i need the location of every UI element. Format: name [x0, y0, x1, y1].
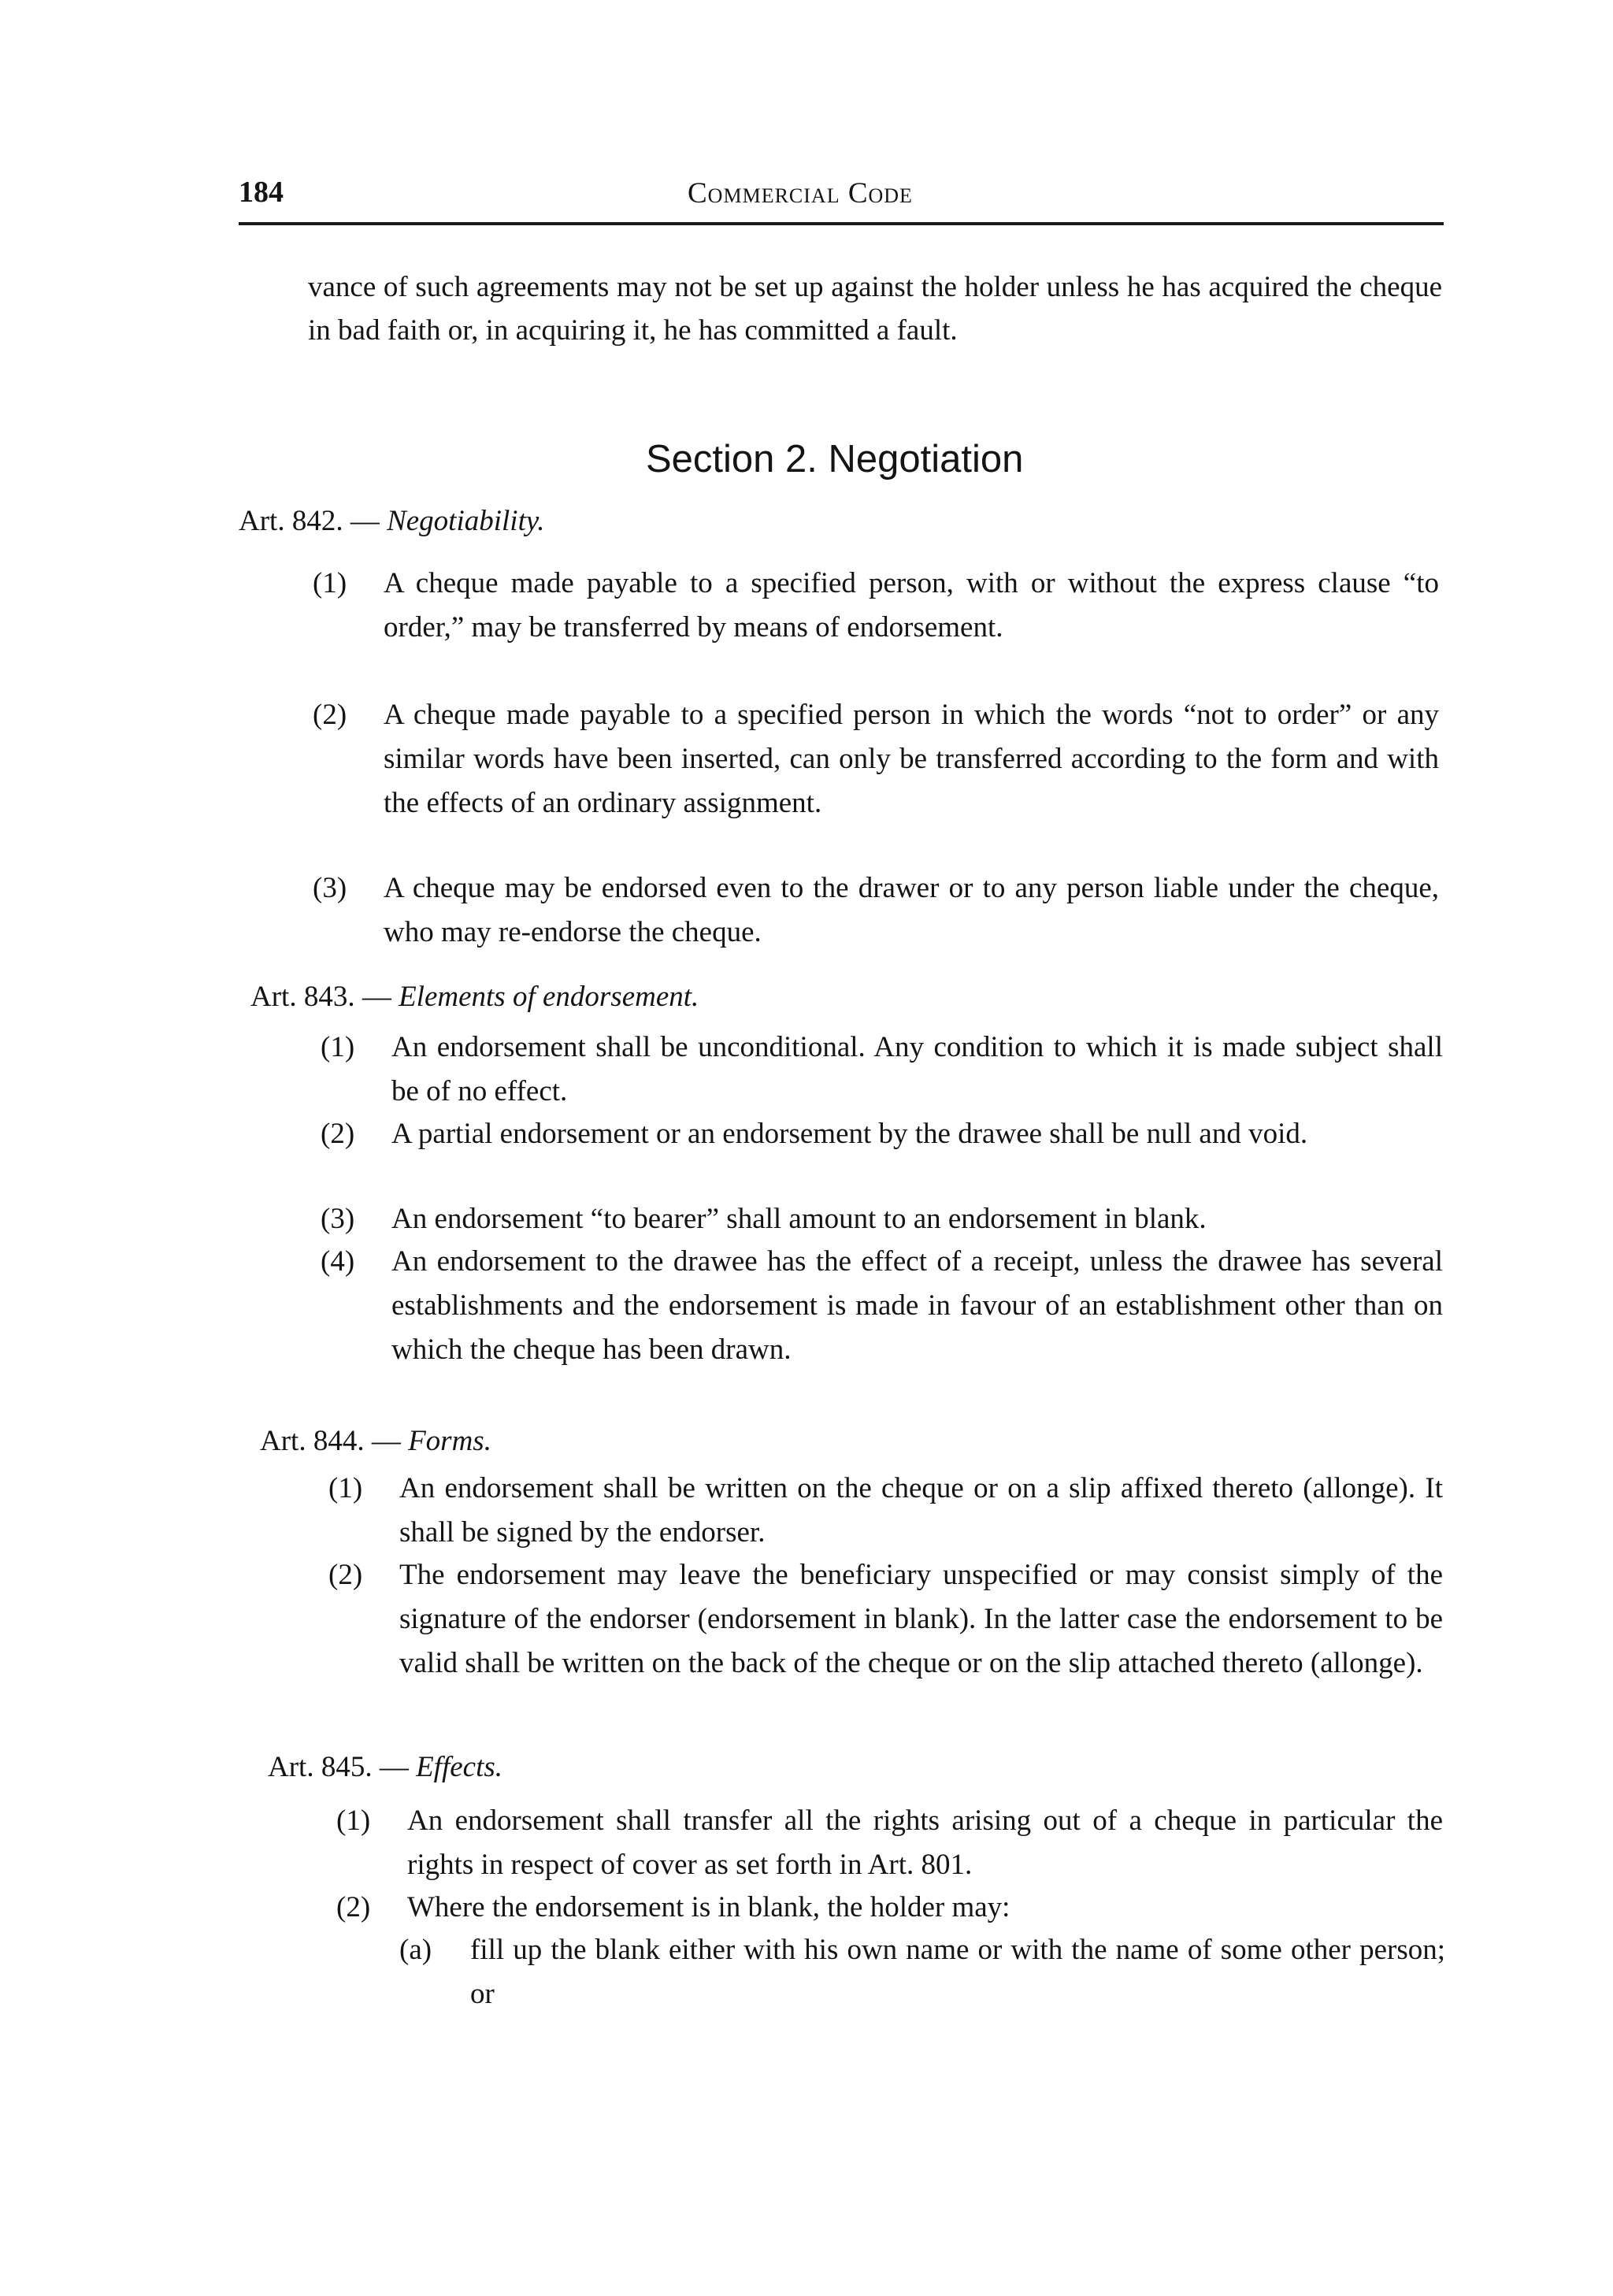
paragraph-number: (3) — [321, 1203, 355, 1235]
paragraph-number: (1) — [328, 1472, 363, 1504]
paragraph-text: A cheque may be endorsed even to the drawer or to any person liable under the cheque, who may re-endorse the cheque. — [384, 872, 1439, 948]
paragraph-text: A partial endorsement or an endorsement by the drawee shall be null and void. — [391, 1118, 1308, 1150]
header-rule — [239, 222, 1444, 225]
paragraph-text: Where the endorsement is in blank, the holder may: — [407, 1891, 1010, 1923]
paragraph-number: (2) — [328, 1559, 363, 1591]
paragraph-843-1 — [321, 1026, 1443, 1114]
paragraph-text: An endorsement shall transfer all the rights arising out of a cheque in particular the rights in respect of cover as set forth in Art. 801. — [407, 1805, 1443, 1881]
paragraph-number: (1) — [321, 1031, 355, 1063]
paragraph-text: An endorsement shall be unconditional. Any condition to which it is made subject shall be of no effect. — [391, 1031, 1443, 1107]
paragraph-845-1 — [336, 1799, 1443, 1887]
section-heading: Section 2. Negotiation — [646, 438, 1024, 480]
article-title: Negotiability. — [387, 505, 545, 537]
paragraph-843-2 — [321, 1112, 1443, 1156]
paragraph-844-1 — [328, 1467, 1443, 1555]
article-number: Art. 842. — — [239, 505, 380, 537]
continuation-paragraph: vance of such agreements may not be set up against the holder unless he has acquired the cheque in bad faith or, in acquiring it, he has committed a fault. — [308, 271, 1442, 347]
running-head — [239, 175, 1444, 222]
paragraph-842-1 — [313, 562, 1439, 650]
paragraph-text: fill up the blank either with his own name or with the name of some other person; or — [470, 1934, 1445, 2010]
paragraph-845-2a — [399, 1928, 1445, 2016]
paragraph-845-2 — [336, 1886, 1443, 1930]
paragraph-number: (2) — [313, 699, 347, 731]
paragraph-842-2 — [313, 693, 1439, 825]
paragraph-number: (2) — [321, 1118, 355, 1150]
page-header-title: Commercial Code — [688, 177, 913, 210]
article-title: Effects. — [416, 1751, 503, 1783]
paragraph-number: (1) — [313, 567, 347, 599]
paragraph-number: (3) — [313, 872, 347, 904]
article-number: Art. 845. — — [268, 1751, 409, 1783]
paragraph-844-2 — [328, 1553, 1443, 1686]
paragraph-842-3 — [313, 866, 1439, 955]
paragraph-number: (4) — [321, 1245, 355, 1278]
article-heading-842 — [239, 504, 545, 538]
paragraph-text: A cheque made payable to a specified person in which the words “not to order” or any similar words have been inserted, can only be transferred according to the form and with the effects of an ordinary assignment. — [384, 699, 1439, 819]
paragraph-text: The endorsement may leave the beneficiary unspecified or may consist simply of the signature of the endorser (endorsement in blank). In the latter case the endorsement to be valid shall be written on the back of the cheque or on the slip attached thereto (allonge). — [399, 1559, 1443, 1679]
paragraph-text: A cheque made payable to a specified person, with or without the express clause “to order,” may be transferred by means of endorsement. — [384, 567, 1439, 644]
paragraph-text: An endorsement “to bearer” shall amount to an endorsement in blank. — [391, 1203, 1207, 1235]
paragraph-text: An endorsement to the drawee has the effect of a receipt, unless the drawee has several establishments and the endorsement is made in favour of an establishment other than on which the cheque has been drawn. — [391, 1245, 1443, 1366]
article-heading-843 — [250, 980, 699, 1014]
article-number: Art. 843. — — [250, 981, 391, 1013]
article-title: Forms. — [408, 1425, 491, 1457]
paragraph-text: An endorsement shall be written on the cheque or on a slip affixed thereto (allonge). It shall be signed by the endorser. — [399, 1472, 1443, 1549]
page-number: 184 — [239, 176, 284, 209]
paragraph-843-4 — [321, 1240, 1443, 1372]
paragraph-843-3 — [321, 1197, 1447, 1241]
paragraph-number: (2) — [336, 1891, 371, 1923]
article-heading-845 — [268, 1750, 502, 1784]
paragraph-number: (1) — [336, 1805, 371, 1837]
article-title: Elements of endorsement. — [399, 981, 699, 1013]
article-heading-844 — [260, 1424, 491, 1458]
article-number: Art. 844. — — [260, 1425, 401, 1457]
paragraph-number: (a) — [399, 1934, 432, 1966]
